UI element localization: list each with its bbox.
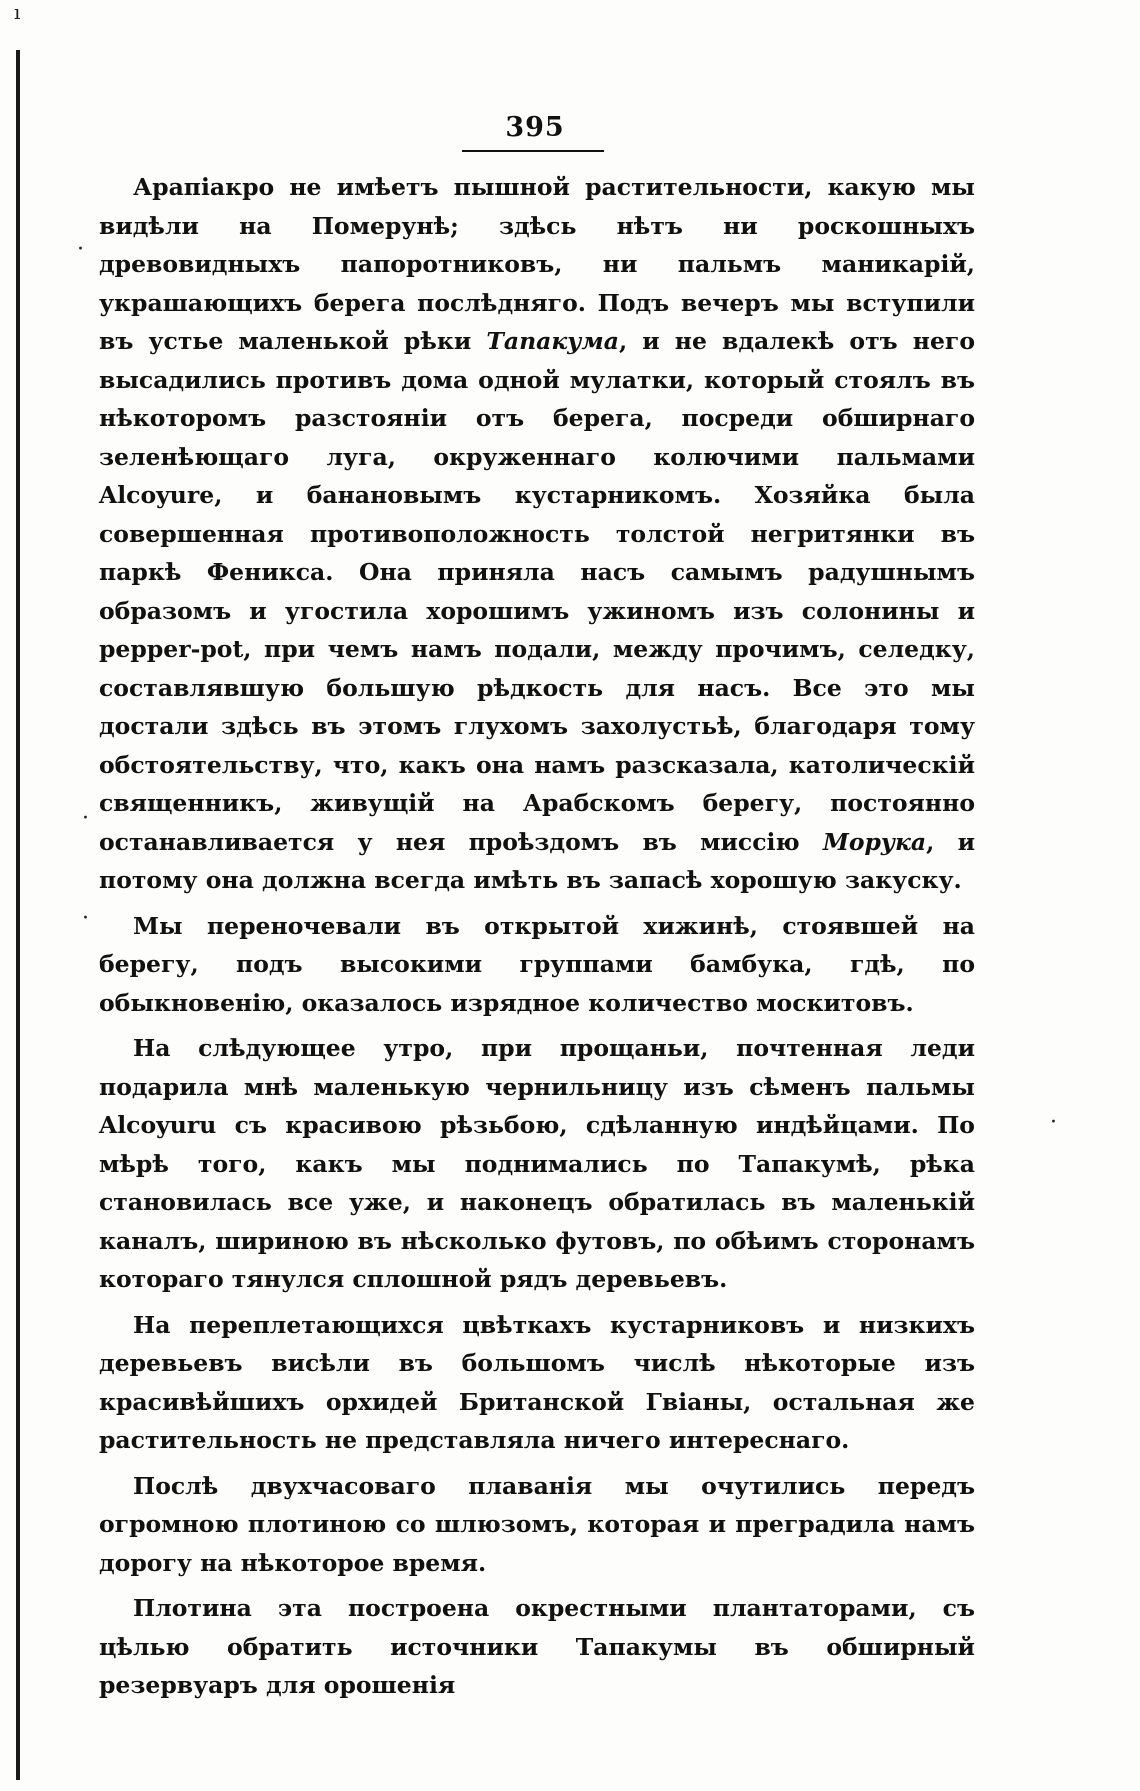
text-run: Мы переночевали въ открытой хижинѣ, стоявшей на берегу, подъ высокими группами бамбука, гдѣ, по обыкновенію, оказалось изрядное количество москитовъ. [99, 911, 975, 1017]
stray-mark: · [82, 906, 89, 931]
stray-mark: · [77, 237, 84, 262]
page-number: 395 [505, 112, 565, 143]
paragraph [99, 1589, 975, 1705]
italic-place-name: Морука [822, 827, 927, 856]
paragraph [99, 907, 975, 1023]
italic-place-name: Тапакума [486, 327, 619, 355]
body-text [99, 168, 975, 1712]
paragraph [99, 1029, 975, 1299]
text-run: Послѣ двухчасоваго плаванія мы очутились передъ огромною плотиною со шлюзомъ, которая и преградила намъ дорогу на нѣкоторое время. [99, 1471, 975, 1577]
text-run: На переплетающихся цвѣткахъ кустарниковъ и низкихъ деревьевъ висѣли въ большомъ числѣ нѣкоторые изъ красивѣйшихъ орхидей Британской Гвіаны, остальная же растительность не представляла ничего интереснаго. [99, 1310, 975, 1454]
paragraph [99, 1306, 975, 1460]
text-run: На слѣдующее утро, при прощаньи, почтенная леди подарила мнѣ маленькую чернильницу изъ сѣменъ пальмы Alcoyuru съ красивою рѣзьбою, сдѣланную индѣйцами. По мѣрѣ того, какъ мы поднимались по Тапакумѣ, рѣка становилась все уже, и наконецъ обратилась въ маленькій каналъ, шириною въ нѣсколько футовъ, по обѣимъ сторонамъ котораго тянулся сплошной рядъ деревьевъ. [99, 1034, 975, 1293]
paragraph [99, 168, 975, 900]
stray-mark: · [1050, 1110, 1057, 1135]
text-run: , и потому она должна всегда имѣть въ запасѣ хорошую закуску. [99, 827, 975, 894]
page-number-rule [462, 150, 604, 152]
text-run: , и не вдалекѣ отъ него высадились противъ дома одной мулатки, который стоялъ въ нѣкоторомъ разстояніи отъ берега, посреди обширнаго зеленѣющаго луга, окруженнаго колючими пальмами Alcoyure, и банановымъ кустарникомъ. Хозяйка была совершенная противоположность толстой негритянки въ паркѣ Феникса. Она приняла насъ самымъ радушнымъ образомъ и угостила хорошимъ ужиномъ изъ солонины и pepper-pot, при чемъ намъ подали, между прочимъ, селедку, составлявшую большую рѣдкость для насъ. Все это мы достали здѣсь въ этомъ глухомъ захолустьѣ, благодаря тому обстоятельству, что, какъ она намъ разсказала, католическій священникъ, живущій на Арабскомъ берегу, постоянно останавливается у нея проѣздомъ въ миссію [99, 327, 975, 856]
text-run: Плотина эта построена окрестными плантаторами, съ цѣлью обратить источники Тапакумы въ обширный резервуаръ для орошенія [99, 1594, 975, 1699]
binding-edge [16, 50, 20, 1780]
edge-mark: ı [14, 0, 21, 24]
stray-mark: · [82, 806, 89, 831]
paragraph [99, 1467, 975, 1583]
text-run: Арапіакро не имѣетъ пышной растительности, какую мы видѣли на Померунѣ; здѣсь нѣтъ ни роскошныхъ древовидныхъ папоротниковъ, ни пальмъ маникарій, украшающихъ берега послѣдняго. Подъ вечеръ мы вступили въ устье маленькой рѣки [99, 173, 975, 355]
